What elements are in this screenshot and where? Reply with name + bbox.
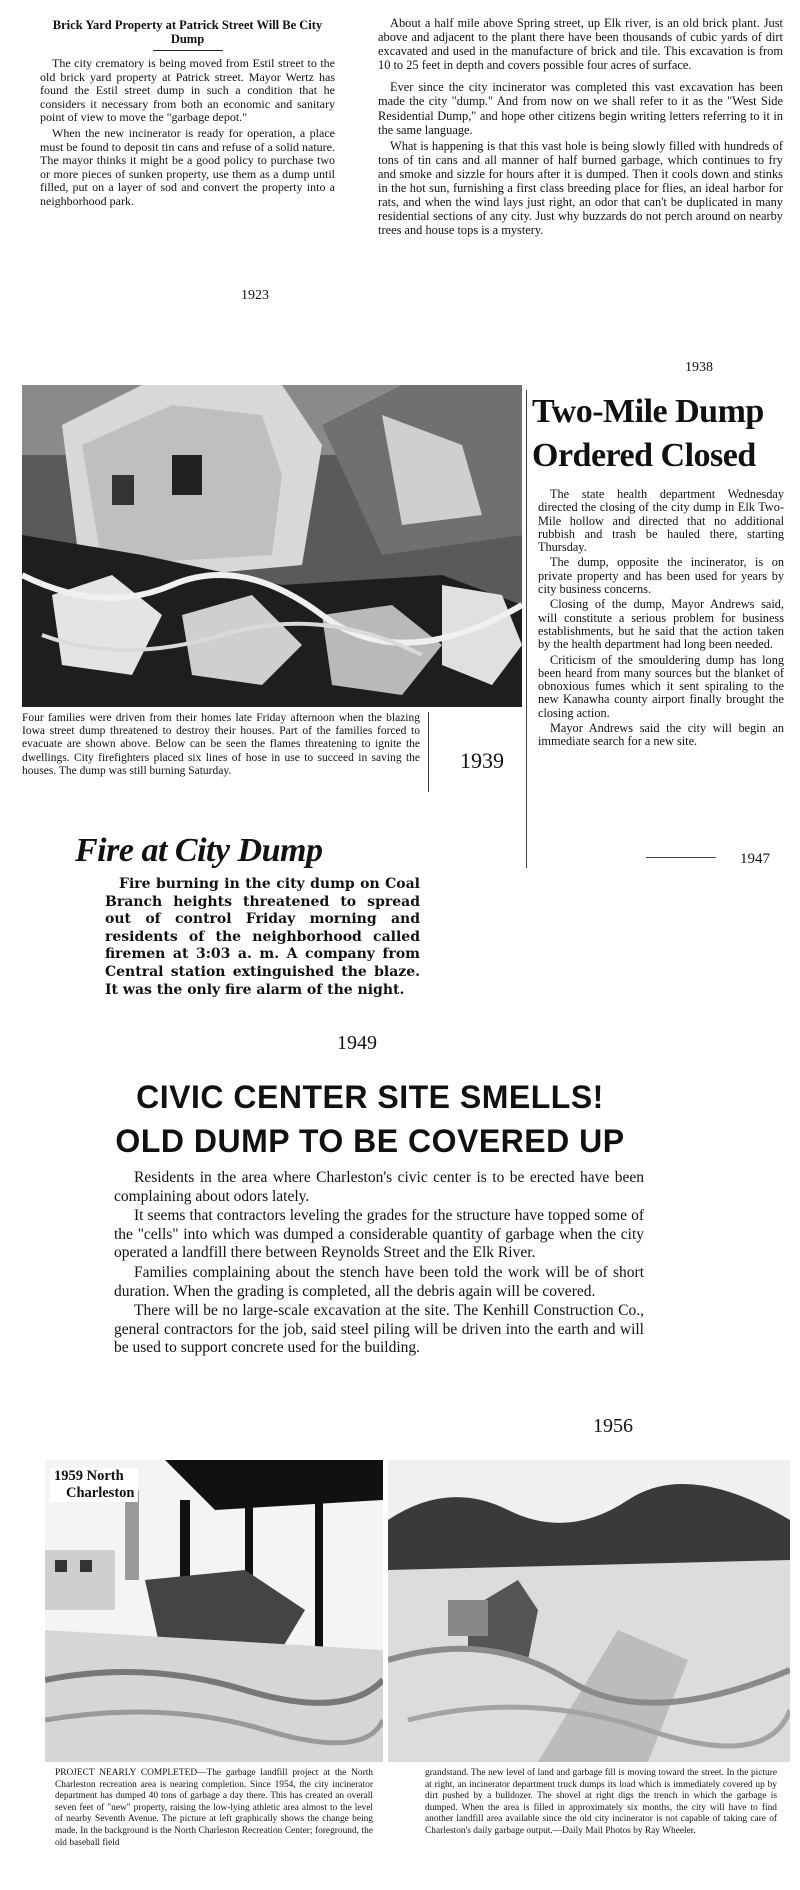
article-body-1947: [526, 478, 788, 749]
bottom-rule: [646, 857, 716, 858]
year-1938: 1938: [685, 360, 713, 375]
article-body-1923: [40, 57, 335, 209]
paragraph: It seems that contractors leveling the grades for the structure have topped some of the "cells" into which was dumped a considerable quantity of garbage when the city operated a landfill there between Reynolds Street and the Elk River.: [114, 1207, 644, 1262]
year-1947: 1947: [740, 851, 770, 867]
paragraph: Residents in the area where Charleston's civic center is to be erected have been complaining about odors lately.: [114, 1169, 644, 1205]
paragraph: Closing of the dump, Mayor Andrews said, will constitute a serious problem for business establishments, but he said that the action taken by the health department had long been needed.: [538, 597, 784, 652]
headline-line: OLD DUMP TO BE COVERED UP: [115, 1123, 625, 1159]
landfill-photo-left: [45, 1460, 383, 1762]
landfill-photo-right: [388, 1460, 790, 1762]
clipping-1956: [60, 1075, 700, 1445]
headline-1956: [50, 1075, 690, 1163]
fire-photo-1939: [22, 385, 522, 707]
divider: [153, 50, 223, 51]
paragraph: The city crematory is being moved from Estil street to the old brick yard property at Patrick street. Mayor Wertz has found the Estil street dump in such a condition that he considers it necessary from both an economic and sanitary point of view to move the "garbage depot.": [40, 56, 335, 125]
headline-line: CIVIC CENTER SITE SMELLS!: [136, 1079, 604, 1115]
year-1923: 1923: [241, 288, 269, 303]
paragraph: When the new incinerator is ready for operation, a place must be found to deposit tin cans and refuse of a solid nature. The mayor thinks it might be a good policy to purchase two or more pieces of sunken property, use them as a dump until filled, put on a layer of sod and convert the property into a neighborhood park.: [40, 125, 335, 208]
photo-label-line: 1959 North: [54, 1468, 124, 1484]
paragraph: Families complaining about the stench have been told the work will be of short duration. When the grading is completed, all the debris again will be covered.: [114, 1263, 644, 1300]
headline-line: Two-Mile Dump: [532, 393, 764, 430]
paragraph: The state health department Wednesday directed the closing of the city dump in Elk Two-Mile hollow and directed that no additional rubbish and trash be hauled there, starting Thursday.: [538, 487, 784, 555]
headline-1949: Fire at City Dump: [75, 832, 323, 869]
paragraph: Criticism of the smouldering dump has long been heard from many sources but the blanket of obnoxious fumes which it sent spiraling to the new Kanawha county airport finally brought the closing action.: [538, 652, 784, 720]
year-1949: 1949: [337, 1032, 377, 1054]
paragraph: About a half mile above Spring street, up Elk river, is an old brick plant. Just above and adjacent to the plant there have been thousands of cubic yards of dirt excavated and used in the manufacture of brick and tile. This excavation is from 10 to 25 feet in depth and covers possible four acres of surface.: [378, 16, 783, 73]
clipping-1938: [378, 16, 783, 376]
clipping-1923: [40, 18, 335, 308]
frame-line-left: [526, 390, 527, 868]
headline-1923: Brick Yard Property at Patrick Street Will Be City Dump: [52, 18, 323, 46]
article-body-1949: Fire burning in the city dump on Coal Branch heights threatened to spread out of control Friday morning and residents of the neighborhood called firemen at 3:03 a. m. A company from Central station extinguished the blaze. It was the only fire alarm of the night.: [105, 876, 420, 998]
clipping-1949: [75, 832, 430, 1062]
clipping-1947: [526, 390, 788, 870]
frame-line-1939: [428, 712, 429, 792]
year-1956: 1956: [593, 1415, 633, 1437]
article-body-1956: [60, 1163, 644, 1358]
paragraph: The dump, opposite the incinerator, is on private property and has been used for years by city business concerns.: [538, 555, 784, 597]
paragraph: What is happening is that this vast hole is being slowly filled with hundreds of tons of tin cans and all manner of half burned garbage, which continues to fry and smoke and sizzle for hours after it is dumped. Then it cools down and stinks in the hot sun, furnishing a first class breeding place for flies, an ideal harbor for rats, and when the wind lays just right, an odor that can't be duplicated in many residential sections of any city. Just why buzzards do not perch around on nearby trees and house tops is a mystery.: [378, 138, 783, 238]
headline-1947: [526, 390, 788, 478]
caption-1959-left: PROJECT NEARLY COMPLETED—The garbage landfill project at the North Charleston recreation area is nearing completion. Since 1954, the city incinerator department has dumped 40 tons of garbage a day there. This has created an overall seven feet of "new" property, raising the low-lying athletic area almost to the level of nearby Seventh Avenue. The picture at left graphically shows the change being made. In the background is the North Charleston Recreation Center; foreground, the old baseball field: [55, 1768, 373, 1848]
paragraph: There will be no large-scale excavation at the site. The Kenhill Construction Co., general contractors for the job, said steel piling will be driven into the earth and will be used to support concrete used for the building.: [114, 1302, 644, 1357]
caption-1959-right: grandstand. The new level of land and garbage fill is moving toward the street. In the picture at right, an incinerator department truck dumps its load which is immediately covered up by dirt pushed by a bulldozer. The shovel at right digs the trench in which the garbage is dumped. When the area is filled in approximately six months, the city will have to find another landfill area available since the old city incinerator is not capable of taking care of Charleston's daily garbage output.—Daily Mail Photos by Ray Wheeler.: [425, 1768, 777, 1836]
year-1939: 1939: [460, 748, 504, 773]
headline-line: Ordered Closed: [532, 437, 756, 474]
photo-label-line: Charleston: [66, 1485, 135, 1501]
caption-1939: Four families were driven from their homes late Friday afternoon when the blazing Iowa street dump threatened to destroy their houses. Part of the families forced to evacuate are shown above. Below can be seen the flames threatening to ignite the dwellings. City firefighters placed six lines of hose in use to succeed in saving the houses. The dump was still burning Saturday.: [22, 712, 420, 777]
paragraph: Mayor Andrews said the city will begin an immediate search for a new site.: [538, 721, 784, 749]
photo-label-1959: [50, 1468, 138, 1502]
article-body-1938: [378, 16, 783, 237]
paragraph: Ever since the city incinerator was completed this vast excavation has been made the city "dump." And from now on we shall refer to it as the "West Side Residential Dump," and hope other citizens begin writing letters referring to it in the same language.: [378, 80, 783, 137]
